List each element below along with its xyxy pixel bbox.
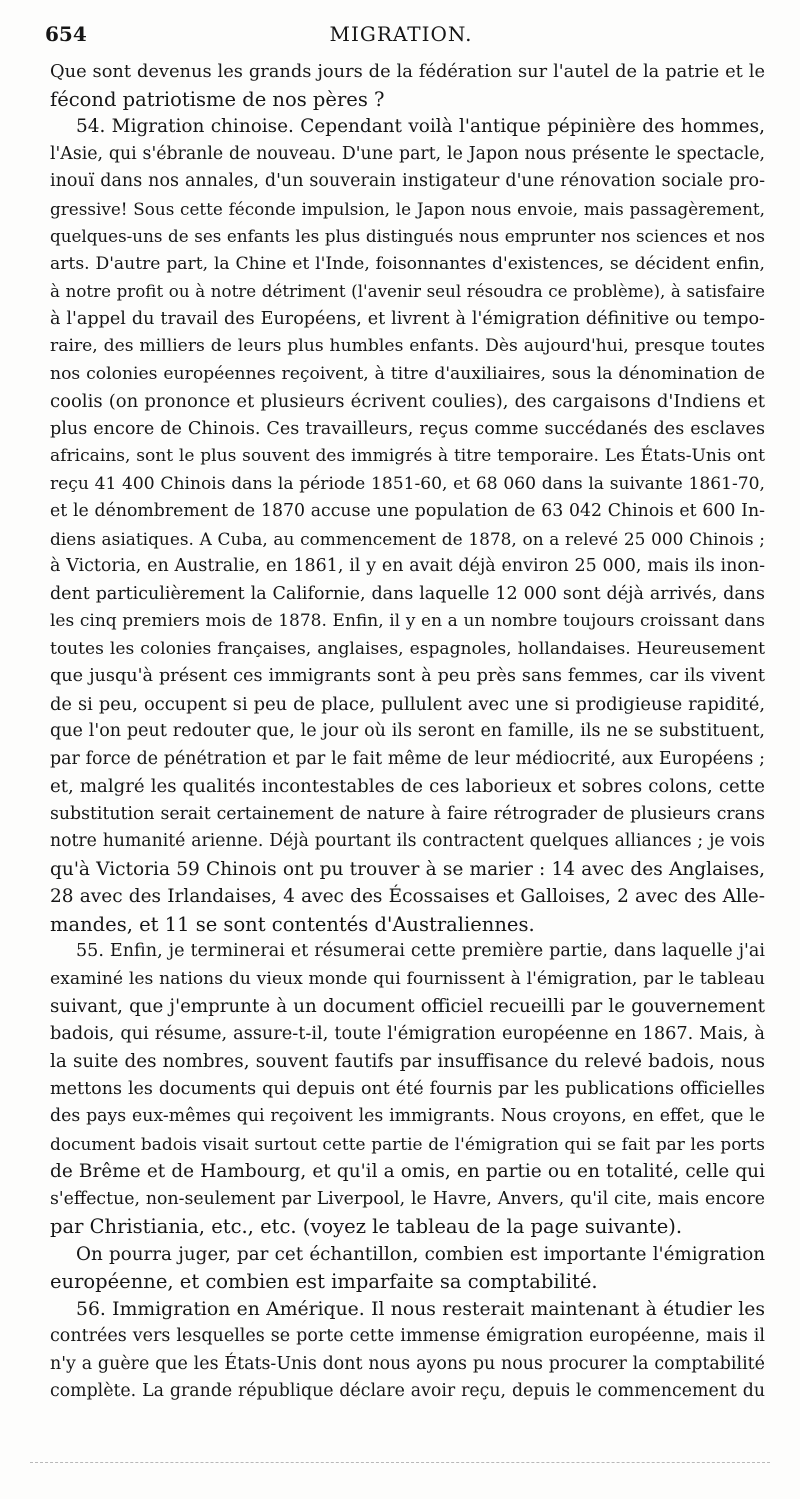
text-line: à notre profit ou à notre détriment (l'avenir seul résoudra ce problème), à satisfaire	[50, 281, 765, 301]
page-header	[45, 22, 757, 52]
section-56-heading-line: 56. Immigration en Amérique. Il nous resterait maintenant à étudier les	[76, 1298, 765, 1320]
text-line: diens asiatiques. A Cuba, au commencement de 1878, on a relevé 25 000 Chinois ;	[50, 528, 765, 549]
text-line: raire, des milliers de leurs plus humbles enfants. Dès aujourd'hui, presque toutes	[50, 336, 765, 356]
text-line: contrées vers lesquelles se porte cette immense émigration européenne, mais il	[50, 1326, 765, 1346]
text-line: la suite des nombres, souvent fautifs par insuffisance du relevé badois, nous	[50, 1051, 765, 1072]
text-line: badois, qui résume, assure-t-il, toute l'émigration européenne en 1867. Mais, à	[50, 1023, 765, 1044]
text-line: que l'on peut redouter que, le jour où ils seront en famille, ils ne se substituent,	[50, 721, 765, 741]
text-line: les cinq premiers mois de 1878. Enfin, il y en a un nombre toujours croissant dans	[50, 611, 765, 631]
page-number: 654	[45, 22, 87, 46]
text-line: à Victoria, en Australie, en 1861, il y en avait déjà environ 25 000, mais ils inon-	[50, 556, 765, 576]
text-line: mettons les documents qui depuis ont été fournis par les publications officielles	[50, 1078, 765, 1099]
text-line: toutes les colonies françaises, anglaises, espagnoles, hollandaises. Heureusement	[50, 638, 765, 659]
text-line: des pays eux-mêmes qui reçoivent les immigrants. Nous croyons, en effet, que le	[50, 1106, 765, 1126]
text-line: qu'à Victoria 59 Chinois ont pu trouver à se marier : 14 avec des Anglaises,	[50, 858, 765, 880]
text-line: inouï dans nos annales, d'un souverain instigateur d'une rénovation sociale pro-	[50, 171, 765, 191]
text-line: que jusqu'à présent ces immigrants sont à peu près sans femmes, car ils vivent	[50, 666, 765, 686]
text-line: nos colonies européennes reçoivent, à titre d'auxiliaires, sous la dénomination de	[50, 363, 765, 384]
text-line: fécond patriotisme de nos pères ?	[50, 87, 385, 111]
text-line: de Brême et de Hambourg, et qu'il a omis, en partie ou en totalité, celle qui	[50, 1161, 765, 1182]
text-line: quelques-uns de ses enfants les plus distingués nous emprunter nos sciences et nos	[50, 226, 765, 246]
section-54-heading-line: 54. Migration chinoise. Cependant voilà l'antique pépinière des hommes,	[76, 116, 765, 137]
text-line: et le dénombrement de 1870 accuse une population de 63 042 Chinois et 600 In-	[50, 501, 765, 521]
body-text	[50, 58, 765, 1406]
text-line: document badois visait surtout cette partie de l'émigration qui se fait par les ports	[50, 1133, 765, 1154]
text-line: coolis (on prononce et plusieurs écrivent coulies), des cargaisons d'Indiens et	[50, 391, 765, 412]
text-line: suivant, que j'emprunte à un document officiel recueilli par le gouvernement	[50, 996, 765, 1017]
text-line: par Christiania, etc., etc. (voyez le tableau de la page suivante).	[50, 1215, 683, 1238]
text-line: 28 avec des Irlandaises, 4 avec des Écossaises et Galloises, 2 avec des Alle-	[50, 886, 765, 907]
footer-rule	[30, 1462, 770, 1463]
text-line: s'effectue, non-seulement par Liverpool, le Havre, Anvers, qu'il cite, mais encore	[50, 1188, 765, 1209]
text-line: l'Asie, qui s'ébranle de nouveau. D'une part, le Japon nous présente le spectacle,	[50, 143, 765, 164]
text-line: de si peu, occupent si peu de place, pullulent avec une si prodigieuse rapidité,	[50, 693, 765, 715]
text-line: reçu 41 400 Chinois dans la période 1851-60, et 68 060 dans la suivante 1861-70,	[50, 473, 765, 494]
text-line: plus encore de Chinois. Ces travailleurs, reçus comme succédanés des esclaves	[50, 418, 765, 439]
text-line: complète. La grande république déclare avoir reçu, depuis le commencement du	[50, 1381, 765, 1401]
text-line: examiné les nations du vieux monde qui fournissent à l'émigration, par le tableau	[50, 968, 765, 989]
text-line: Que sont devenus les grands jours de la fédération sur l'autel de la patrie et le	[50, 61, 765, 82]
text-line: européenne, et combien est imparfaite sa comptabilité.	[50, 1270, 598, 1293]
text-line: On pourra juger, par cet échantillon, combien est importante l'émigration	[76, 1243, 765, 1265]
text-line: substitution serait certainement de nature à faire rétrograder de plusieurs crans	[50, 803, 765, 824]
text-line: notre humanité arienne. Déjà pourtant ils contractent quelques alliances ; je vois	[50, 831, 765, 851]
text-line: par force de pénétration et par le fait même de leur médiocrité, aux Européens ;	[50, 748, 765, 769]
text-line: gressive! Sous cette féconde impulsion, le Japon nous envoie, mais passagèrement,	[50, 198, 765, 219]
text-line: dent particulièrement la Californie, dans laquelle 12 000 sont déjà arrivés, dans	[50, 583, 765, 604]
text-line: et, malgré les qualités incontestables de ces laborieux et sobres colons, cette	[50, 776, 765, 797]
section-55-heading-line: 55. Enfin, je terminerai et résumerai cette première partie, dans laquelle j'ai	[76, 941, 765, 961]
text-line: arts. D'autre part, la Chine et l'Inde, foisonnantes d'existences, se décident enfin,	[50, 253, 765, 274]
running-title: MIGRATION.	[329, 22, 473, 46]
text-line: mandes, et 11 se sont contentés d'Australiennes.	[50, 912, 535, 936]
text-line: n'y a guère que les États-Unis dont nous ayons pu nous procurer la comptabilité	[50, 1353, 765, 1374]
text-line: africains, sont le plus souvent des immigrés à titre temporaire. Les États-Unis ont	[50, 446, 765, 466]
text-line: à l'appel du travail des Européens, et livrent à l'émigration définitive ou tempo-	[50, 308, 765, 329]
